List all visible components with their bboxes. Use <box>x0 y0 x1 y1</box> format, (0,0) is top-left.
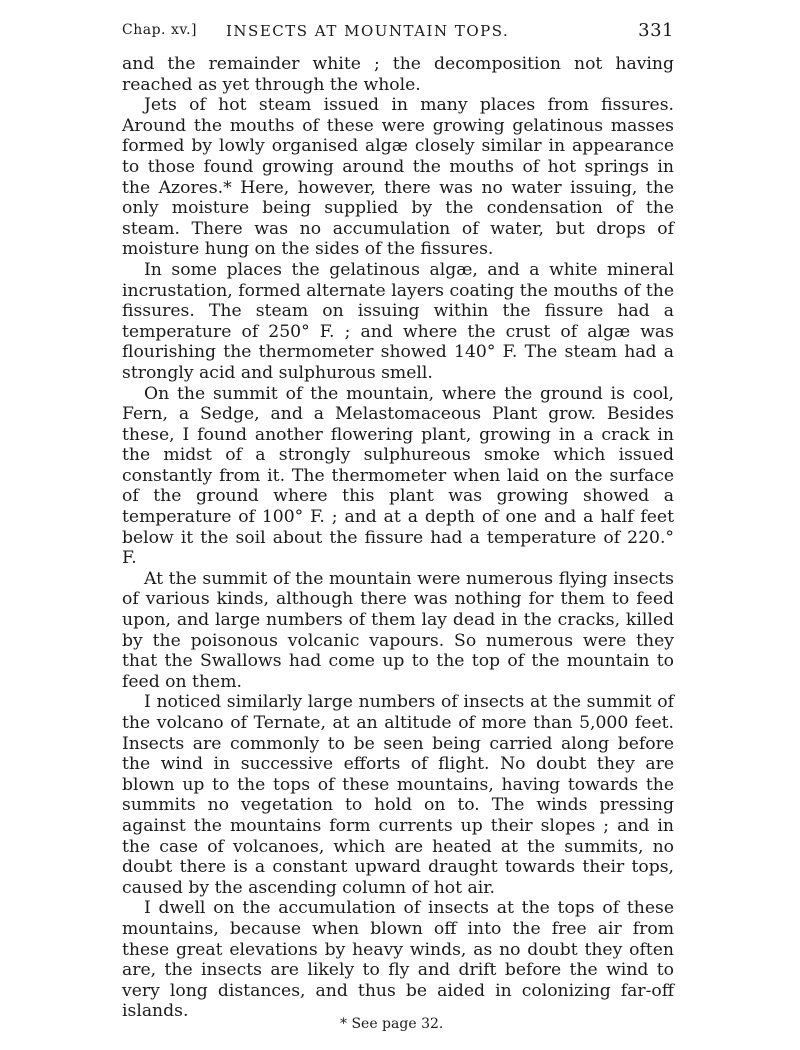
running-head <box>122 16 674 46</box>
paragraph: At the summit of the mountain were numerous flying insects of various kinds, although there was nothing for them to feed upon, and large numbers of them lay dead in the cracks, killed by the poisonous volcanic vapours. So numerous were they that the Swallows had come up to the top of the mountain to feed on them. <box>122 568 674 692</box>
body-text <box>122 54 674 1022</box>
running-title: INSECTS AT MOUNTAIN TOPS. <box>226 22 510 40</box>
paragraph: I noticed similarly large numbers of insects at the summit of the volcano of Ternate, at an altitude of more than 5,000 feet. Insects are commonly to be seen being carried along before the wind in successive efforts of flight. No doubt they are blown up to the tops of these mountains, having towards the summits no vegetation to hold on to. The winds pressing against the mountains form currents up their slopes ; and in the case of volcanoes, which are heated at the summits, no doubt there is a constant upward draught towards their tops, caused by the ascending column of hot air. <box>122 692 674 898</box>
chapter-label: Chap. xv.] <box>122 22 197 38</box>
paragraph: On the summit of the mountain, where the ground is cool, Fern, a Sedge, and a Melastomaceous Plant grow. Besides these, I found another flowering plant, growing in a crack in the midst of a strongly sulphureous smoke which issued constantly from it. The thermometer when laid on the surface of the ground where this plant was growing showed a temperature of 100° F. ; and at a depth of one and a half feet below it the soil about the fissure had a temperature of 220.° F. <box>122 383 674 569</box>
paragraph: I dwell on the accumulation of insects at the tops of these mountains, because when blown off into the free air from these great elevations by heavy winds, as no doubt they often are, the insects are likely to fly and drift before the wind to very long distances, and thus be aided in colonizing far-off islands. <box>122 898 674 1022</box>
paragraph-continued: and the remainder white ; the decomposition not having reached as yet through the whole. <box>122 54 674 95</box>
paragraph: Jets of hot steam issued in many places from fissures. Around the mouths of these were growing gelatinous masses formed by lowly organised algæ closely similar in appearance to those found growing around the mouths of hot springs in the Azores.* Here, however, there was no water issuing, the only moisture being supplied by the condensation of the steam. There was no accumulation of water, but drops of moisture hung on the sides of the fissures. <box>122 95 674 260</box>
book-page <box>122 16 674 1036</box>
footnote: * See page 32. <box>340 1016 444 1032</box>
paragraph: In some places the gelatinous algæ, and a white mineral incrustation, formed alternate layers coating the mouths of the fissures. The steam on issuing within the fissure had a temperature of 250° F. ; and where the crust of algæ was flourishing the thermometer showed 140° F. The steam had a strongly acid and sulphurous smell. <box>122 259 674 383</box>
page-number: 331 <box>638 20 674 41</box>
